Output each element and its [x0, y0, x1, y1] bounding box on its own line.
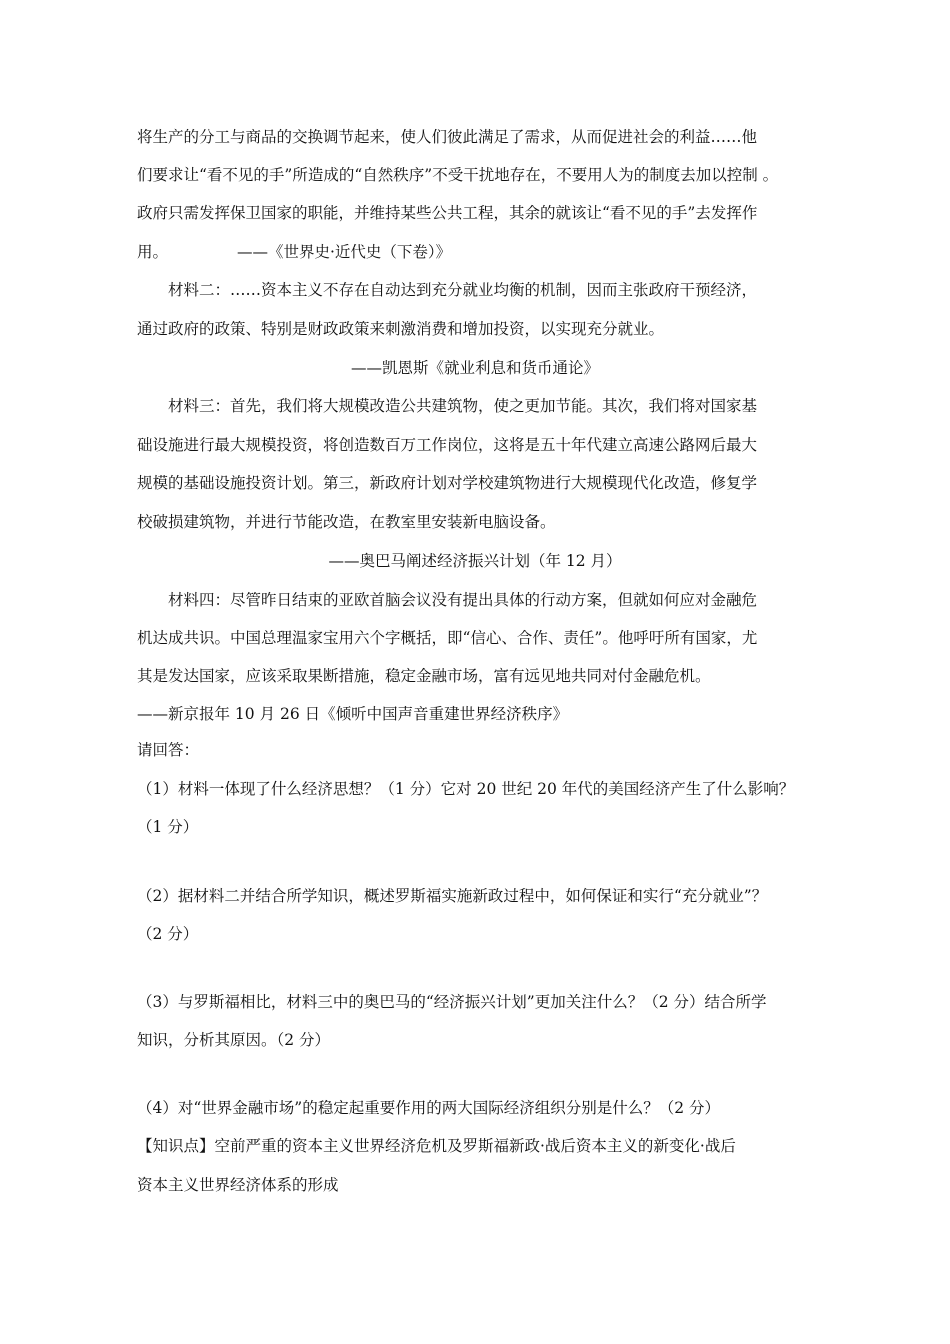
question-1-line-1: （1）材料一体现了什么经济思想？（1 分）它对 20 世纪 20 年代的美国经济产生了什么影响？: [137, 780, 795, 798]
material4-source: ——新京报年 10 月 26 日《倾听中国声音重建世界经济秩序》: [137, 705, 569, 723]
question-1-line-2: （1 分）: [137, 818, 199, 836]
material1-line-3: 政府只需发挥保卫国家的职能，并维持某些公共工程，其余的就该让“看不见的手”去发挥作: [137, 204, 758, 222]
question-3-line-1: （3）与罗斯福相比，材料三中的奥巴马的“经济振兴计划”更加关注什么？（2 分）结合所学: [137, 993, 767, 1011]
material2-line-2: 通过政府的政策、特别是财政政策来刺激消费和增加投资，以实现充分就业。: [137, 320, 665, 338]
material3-line-2: 础设施进行最大规模投资，将创造数百万工作岗位，这将是五十年代建立高速公路网后最大: [137, 436, 758, 454]
material3-source: ——奥巴马阐述经济振兴计划（年 12 月）: [328, 552, 622, 570]
question-4-line-1: （4）对“世界金融市场”的稳定起重要作用的两大国际经济组织分别是什么？（2 分）: [137, 1099, 721, 1117]
material1-line-2: 们要求让“看不见的手”所造成的“自然秩序”不受干扰地存在，不要用人为的制度去加以控制 。: [137, 166, 779, 184]
question-2-line-2: （2 分）: [137, 925, 199, 943]
material1-line-1: 将生产的分工与商品的交换调节起来，使人们彼此满足了需求，从而促进社会的利益……他: [137, 128, 758, 146]
question-3-line-2: 知识，分析其原因。（2 分）: [137, 1031, 331, 1049]
material3-line-1: 材料三：首先，我们将大规模改造公共建筑物，使之更加节能。其次，我们将对国家基: [168, 397, 758, 415]
material1-line-4: 用。 ——《世界史·近代史（下卷）》: [137, 243, 452, 261]
material2-source: ——凯恩斯《就业利息和货币通论》: [350, 359, 599, 377]
material4-line-3: 其是发达国家，应该采取果断措施，稳定金融市场，富有远见地共同对付金融危机。: [137, 667, 711, 685]
material3-line-4: 校破损建筑物，并进行节能改造，在教室里安装新电脑设备。: [137, 513, 556, 531]
answer-prompt: 请回答：: [137, 741, 200, 759]
knowledge-point-line-1: 【知识点】空前严重的资本主义世界经济危机及罗斯福新政·战后资本主义的新变化·战后: [137, 1137, 736, 1155]
material4-line-1: 材料四：尽管昨日结束的亚欧首脑会议没有提出具体的行动方案，但就如何应对金融危: [168, 591, 758, 609]
material2-line-1: 材料二：……资本主义不存在自动达到充分就业均衡的机制，因而主张政府干预经济，: [168, 281, 758, 299]
question-2-line-1: （2）据材料二并结合所学知识，概述罗斯福实施新政过程中，如何保证和实行“充分就业”？: [137, 887, 768, 905]
material3-line-3: 规模的基础设施投资计划。第三，新政府计划对学校建筑物进行大规模现代化改造，修复学: [137, 474, 758, 492]
material4-line-2: 机达成共识。中国总理温家宝用六个字概括，即“信心、合作、责任”。他呼吁所有国家，尤: [137, 629, 758, 647]
knowledge-point-line-2: 资本主义世界经济体系的形成: [137, 1176, 339, 1194]
